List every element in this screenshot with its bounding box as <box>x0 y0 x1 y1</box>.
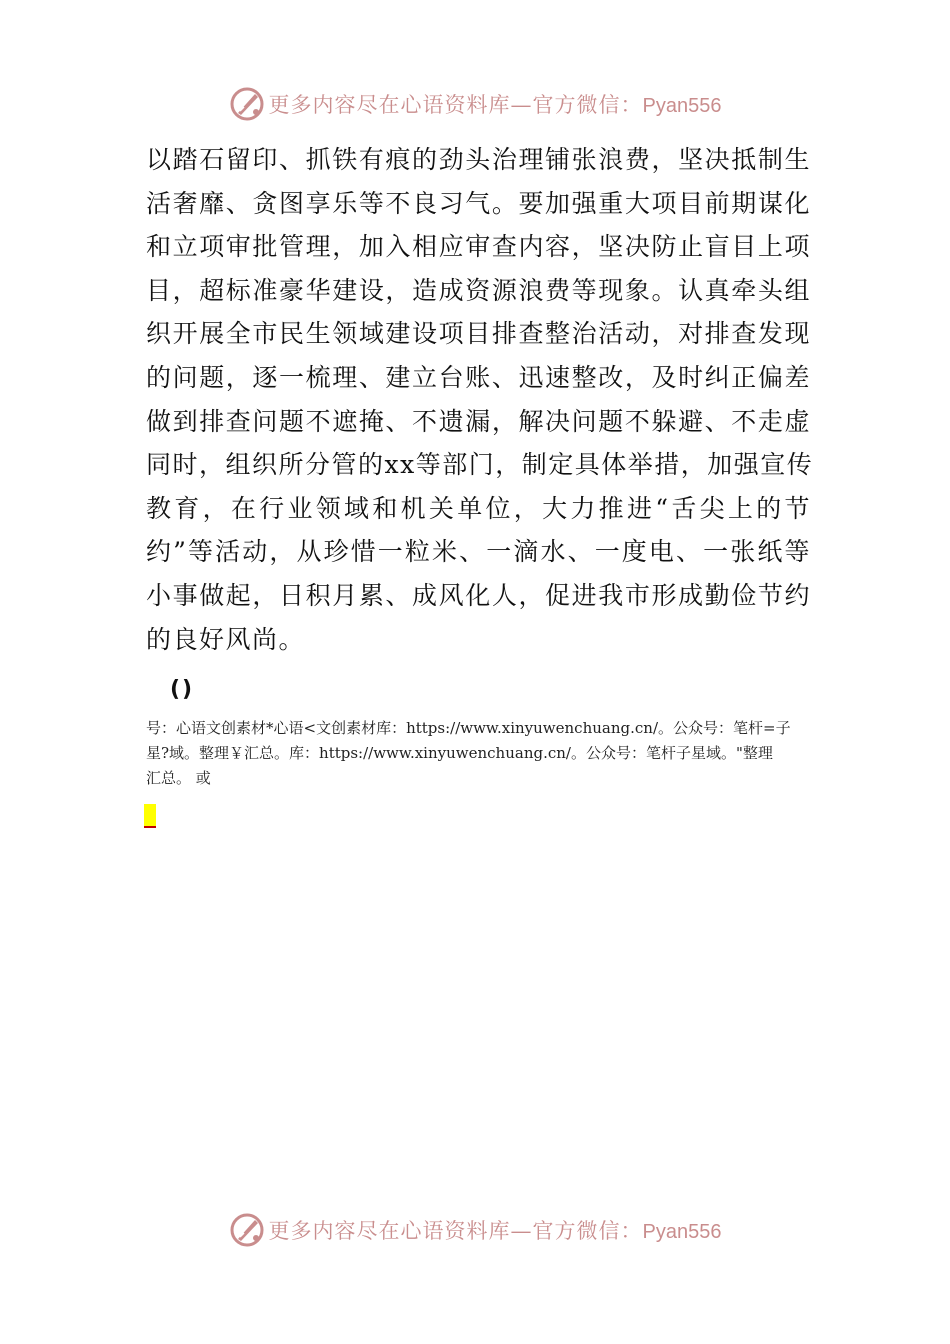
body-line: 同时，组织所分管的xx等部门，制定具体举措，加强宣传 <box>146 450 814 480</box>
body-line: 的良好风尚。 <box>146 624 306 654</box>
header-watermark-banner <box>0 84 950 124</box>
empty-parentheses: () <box>170 677 195 702</box>
body-line: 做到排查问题不遮掩、不遗漏，解决问题不躲避、不走虚 <box>146 406 811 436</box>
body-line: 教育，在行业领域和机关单位，大力推进“舌尖上的节 <box>146 493 811 523</box>
body-line: 和立项审批管理，加入相应审查内容，坚决防止盲目上项 <box>146 232 811 262</box>
body-line: 目，超标准豪华建设，造成资源浪费等现象。认真牵头组 <box>146 275 811 305</box>
footnote <box>146 716 811 791</box>
body-line: 以踏石留印、抓铁有痕的劲头治理铺张浪费，坚决抵制生 <box>146 145 811 174</box>
body-line: 的问题，逐一梳理、建立台账、迅速整改，及时纠正偏差 <box>146 362 811 392</box>
footnote-line: 星?域。整理￥汇总。库：https://www.xinyuwenchuang.cn/。公众号：笔杆子星域。"整理 <box>146 744 773 762</box>
body-line: 约”等活动，从珍惜一粒米、一滴水、一度电、一张纸等 <box>146 537 811 567</box>
banner-text: 更多内容尽在心语资料库—官方微信：Pyan556 <box>268 1219 722 1243</box>
banner-wechat-id: Pyan556 <box>642 95 722 117</box>
footnote-line: 号：心语文创素材*心语<文创素材库：https://www.xinyuwenchuang.cn/。公众号：笔杆=子 <box>146 719 791 737</box>
banner-wechat-id: Pyan556 <box>642 1221 722 1243</box>
banner-text: 更多内容尽在心语资料库—官方微信：Pyan556 <box>268 93 722 117</box>
document-body <box>146 138 814 661</box>
footer-watermark-banner <box>0 1210 950 1250</box>
body-line: 织开展全市民生领域建设项目排查整治活动，对排查发现 <box>146 319 811 349</box>
highlighted-cursor-mark[interactable] <box>144 804 156 828</box>
body-line: 活奢靡、贪图享乐等不良习气。要加强重大项目前期谋化 <box>146 188 811 218</box>
quill-logo-icon <box>229 1212 265 1248</box>
footnote-line: 汇总。 或 <box>146 769 211 787</box>
quill-logo-icon <box>229 86 265 122</box>
body-line: 小事做起，日积月累、成风化人，促进我市形成勤俭节约 <box>146 580 811 610</box>
